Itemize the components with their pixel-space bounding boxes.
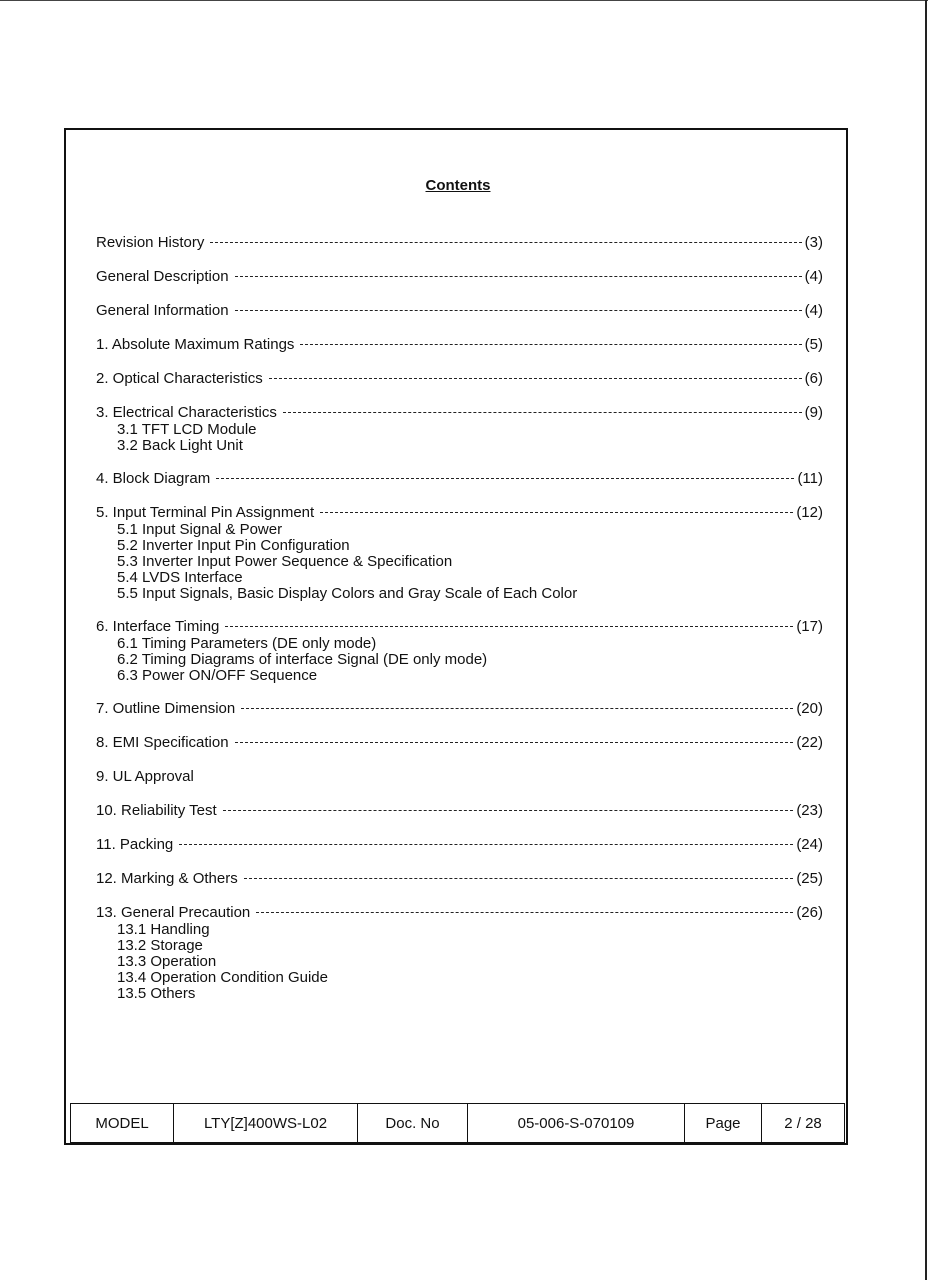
toc-entry-row [96, 302, 823, 320]
toc-entry [96, 268, 823, 286]
toc-entry-label: Revision History [96, 234, 205, 251]
toc-dot-leader [269, 378, 802, 379]
toc-subentry: 6.2 Timing Diagrams of interface Signal (DE only mode) [117, 651, 488, 668]
toc-entry [96, 700, 823, 718]
toc-entry-label: General Information [96, 302, 229, 319]
toc-entry-page: (24) [796, 836, 823, 853]
toc-subentry: 13.2 Storage [117, 937, 203, 954]
page-right-edge [925, 0, 927, 1280]
toc-entry [96, 370, 823, 388]
toc-entry [96, 504, 823, 602]
toc-entry-label: 7. Outline Dimension [96, 700, 236, 717]
toc-entry-row [96, 836, 823, 854]
toc-entry-row [96, 504, 823, 522]
toc-entry-page: (25) [796, 870, 823, 887]
toc-entry [96, 302, 823, 320]
contents-title: Contents [425, 177, 491, 194]
toc-subentry: 6.3 Power ON/OFF Sequence [117, 667, 318, 684]
toc-entry [96, 404, 823, 454]
toc-entry [96, 768, 823, 786]
toc-entry-row [96, 234, 823, 252]
toc-entry-label: 10. Reliability Test [96, 802, 217, 819]
toc-entry-page: (4) [804, 268, 823, 285]
toc-entry-label: 12. Marking & Others [96, 870, 238, 887]
toc-entry-row [96, 700, 823, 718]
toc-subentry: 5.4 LVDS Interface [117, 569, 243, 586]
toc-dot-leader [235, 742, 794, 743]
toc-entry [96, 870, 823, 888]
toc-subentry: 13.1 Handling [117, 921, 210, 938]
toc-entry-row [96, 904, 823, 922]
toc-entry [96, 802, 823, 820]
footer-model-value: LTY[Z]400WS-L02 [174, 1104, 358, 1143]
toc-entry-label: 3. Electrical Characteristics [96, 404, 277, 421]
toc-entry-page: (12) [796, 504, 823, 521]
toc-dot-leader [216, 478, 794, 479]
toc-entry-page: (17) [796, 618, 823, 635]
toc-entry-label: General Description [96, 268, 229, 285]
toc-entry-label: 5. Input Terminal Pin Assignment [96, 504, 315, 521]
table-of-contents [96, 234, 823, 1002]
toc-dot-leader [179, 844, 793, 845]
toc-entry-label: 6. Interface Timing [96, 618, 220, 635]
page-top-edge [0, 0, 928, 1]
toc-dot-leader [256, 912, 793, 913]
toc-entry-page: (4) [804, 302, 823, 319]
toc-entry [96, 734, 823, 752]
footer-page-value: 2 / 28 [762, 1104, 845, 1143]
toc-entry-row [96, 802, 823, 820]
toc-subentry: 6.1 Timing Parameters (DE only mode) [117, 635, 377, 652]
toc-dot-leader [235, 276, 802, 277]
toc-entry-label: 13. General Precaution [96, 904, 251, 921]
document-frame [64, 128, 848, 1145]
toc-entry-page: (26) [796, 904, 823, 921]
toc-dot-leader [320, 512, 793, 513]
footer-doc-label: Doc. No [358, 1104, 468, 1143]
toc-entry-page: (11) [797, 470, 823, 487]
toc-subentry: 3.2 Back Light Unit [117, 437, 243, 454]
toc-entry [96, 836, 823, 854]
toc-dot-leader [241, 708, 793, 709]
toc-entry-row [96, 618, 823, 636]
toc-subentry: 13.3 Operation [117, 953, 217, 970]
toc-entry [96, 336, 823, 354]
document-footer [70, 1103, 845, 1143]
toc-dot-leader [223, 810, 794, 811]
toc-entry-page: (3) [804, 234, 823, 251]
toc-entry-row [96, 404, 823, 422]
toc-entry-label: 1. Absolute Maximum Ratings [96, 336, 295, 353]
toc-entry-row [96, 870, 823, 888]
footer-model-label: MODEL [71, 1104, 174, 1143]
toc-subentry: 5.3 Inverter Input Power Sequence & Specification [117, 553, 453, 570]
toc-subentry: 3.1 TFT LCD Module [117, 421, 257, 438]
toc-entry-label: 8. EMI Specification [96, 734, 229, 751]
toc-entry-row [96, 768, 823, 786]
toc-entry-row [96, 734, 823, 752]
toc-dot-leader [225, 626, 793, 627]
toc-dot-leader [210, 242, 801, 243]
toc-dot-leader [283, 412, 802, 413]
toc-dot-leader [300, 344, 801, 345]
toc-entry-label: 4. Block Diagram [96, 470, 211, 487]
toc-dot-leader [235, 310, 802, 311]
toc-subentry: 13.5 Others [117, 985, 196, 1002]
toc-entry-label: 2. Optical Characteristics [96, 370, 263, 387]
toc-entry-label: 9. UL Approval [96, 768, 194, 785]
footer-page-label: Page [685, 1104, 762, 1143]
toc-entry [96, 470, 823, 488]
toc-dot-leader [244, 878, 794, 879]
toc-entry-page: (23) [796, 802, 823, 819]
toc-subentry: 5.1 Input Signal & Power [117, 521, 283, 538]
toc-entry-row [96, 370, 823, 388]
toc-entry-page: (9) [804, 404, 823, 421]
toc-entry-row [96, 268, 823, 286]
toc-entry [96, 234, 823, 252]
toc-entry [96, 904, 823, 1002]
toc-subentry: 5.2 Inverter Input Pin Configuration [117, 537, 350, 554]
toc-entry-page: (5) [804, 336, 823, 353]
toc-entry-page: (22) [796, 734, 823, 751]
toc-entry [96, 618, 823, 684]
toc-entry-page: (6) [804, 370, 823, 387]
toc-entry-row [96, 336, 823, 354]
toc-entry-label: 11. Packing [96, 836, 174, 853]
toc-entry-page: (20) [796, 700, 823, 717]
footer-doc-value: 05-006-S-070109 [468, 1104, 685, 1143]
toc-subentry: 5.5 Input Signals, Basic Display Colors and Gray Scale of Each Color [117, 585, 578, 602]
toc-entry-row [96, 470, 823, 488]
toc-subentry: 13.4 Operation Condition Guide [117, 969, 328, 986]
